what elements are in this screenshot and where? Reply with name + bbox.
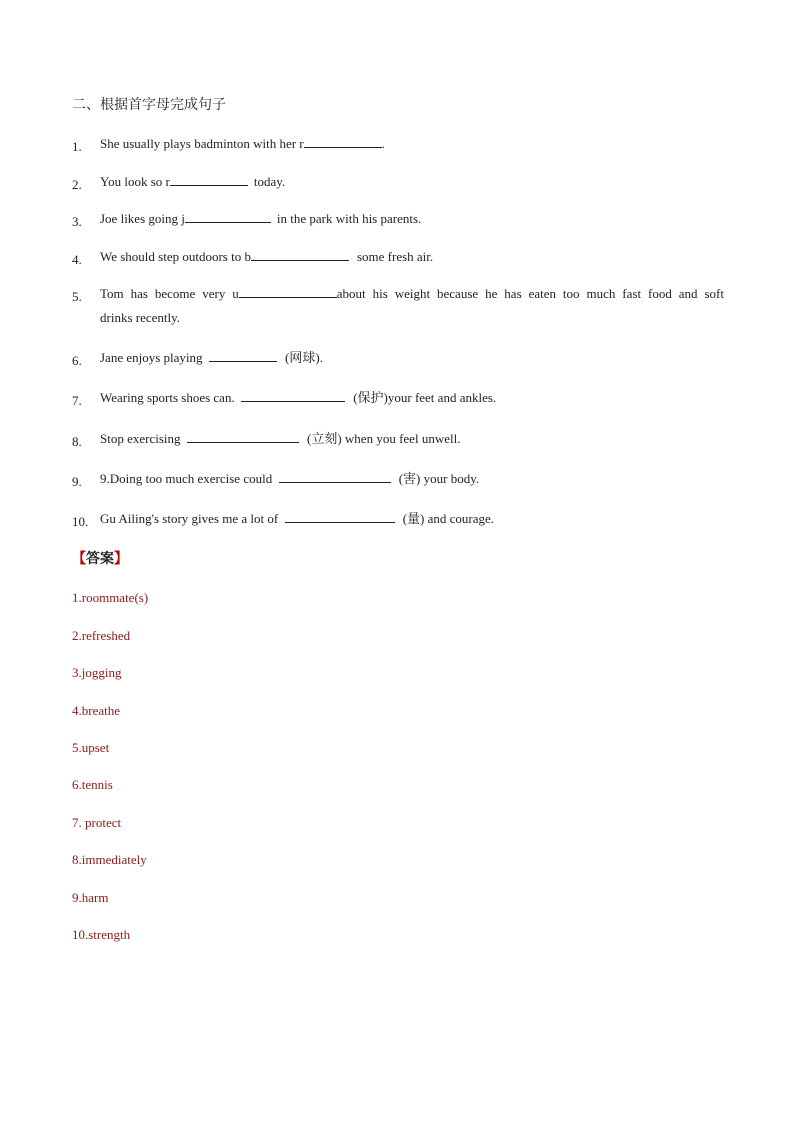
question-text-after: .: [381, 136, 385, 151]
question-item: [72, 207, 724, 231]
answer-item: 5.upset: [72, 740, 110, 755]
question-number: 3.: [72, 214, 82, 229]
answer-item: 7. protect: [72, 815, 122, 830]
question-number: 1.: [72, 139, 82, 154]
question-text-after: today.: [253, 174, 286, 189]
answer-blank[interactable]: [241, 387, 345, 402]
question-number: 7.: [72, 393, 82, 408]
answer-item: 9.harm: [72, 890, 109, 905]
question-text: Jane enjoys playing: [100, 350, 203, 365]
question-item: [72, 427, 724, 451]
question-number: 2.: [72, 177, 82, 192]
answer-heading-label: 答案: [86, 551, 114, 567]
question-item: [72, 507, 724, 531]
question-item: [72, 467, 724, 491]
question-text-continued: drinks recently.: [100, 310, 181, 325]
answer-item: 3.jogging: [72, 665, 122, 680]
question-text-after: in the park with his parents.: [276, 211, 422, 226]
answer-item: 6.tennis: [72, 777, 113, 792]
question-number: 8.: [72, 434, 82, 449]
question-text: Joe likes going j: [100, 211, 185, 226]
question-text: We should step outdoors to b: [100, 249, 251, 264]
question-item: [72, 282, 724, 330]
question-text: You look so r: [100, 174, 170, 189]
question-text-after: (保护)your feet and ankles.: [353, 390, 497, 405]
question-text-after: (网球).: [285, 350, 323, 365]
answer-blank[interactable]: [239, 283, 337, 298]
answer-item: 2.refreshed: [72, 628, 131, 643]
question-text: She usually plays badminton with her r: [100, 136, 304, 151]
question-text: Wearing sports shoes can.: [100, 390, 235, 405]
answer-item: 1.roommate(s): [72, 590, 149, 605]
answer-item: 10.strength: [72, 927, 131, 942]
question-number: 10.: [72, 514, 89, 529]
answer-blank[interactable]: [185, 208, 271, 223]
answer-heading-open: 【: [72, 551, 86, 567]
answer-blank[interactable]: [304, 133, 382, 148]
question-item: [72, 245, 724, 269]
question-item: [72, 132, 724, 156]
answer-heading-close: 】: [114, 551, 128, 567]
answer-blank[interactable]: [285, 508, 395, 523]
question-text-after: about his weight because he has eaten too much fast food and soft: [336, 286, 724, 301]
answer-blank[interactable]: [279, 468, 391, 483]
question-text-after: (立刻) when you feel unwell.: [307, 431, 461, 446]
question-number: 4.: [72, 252, 82, 267]
answer-heading: [72, 548, 128, 568]
question-text-after: (量) and courage.: [402, 511, 495, 526]
question-text: 9.Doing too much exercise could: [100, 471, 273, 486]
question-text: Gu Ailing's story gives me a lot of: [100, 511, 279, 526]
question-item: [72, 346, 724, 370]
question-item: [72, 170, 724, 194]
question-text: Tom has become very u: [100, 286, 239, 301]
question-number: 6.: [72, 353, 82, 368]
question-number: 5.: [72, 289, 82, 304]
question-text: Stop exercising: [100, 431, 181, 446]
answer-blank[interactable]: [251, 246, 349, 261]
answer-blank[interactable]: [170, 171, 248, 186]
answer-blank[interactable]: [209, 347, 277, 362]
answer-item: 4.breathe: [72, 703, 121, 718]
section-title: 二、根据首字母完成句子: [72, 97, 226, 113]
answer-blank[interactable]: [187, 428, 299, 443]
answer-item: 8.immediately: [72, 852, 147, 867]
question-number: 9.: [72, 474, 82, 489]
question-item: [72, 386, 724, 410]
question-text-after: (害) your body.: [398, 471, 480, 486]
question-text-after: some fresh air.: [356, 249, 434, 264]
